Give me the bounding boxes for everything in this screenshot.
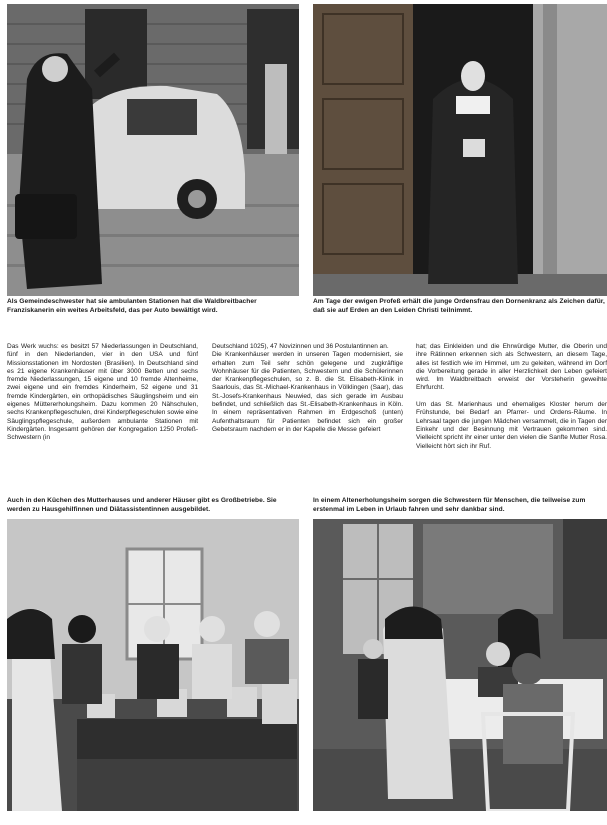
caption-top-right: Am Tage der ewigen Profeß erhält die junge Ordensfrau den Dornenkranz als Zeichen dafür, daß sie auf Erden an den Leiden Christi teilnimmt. xyxy=(313,298,605,314)
body-text-column-3: hat; das Einkleiden und die Ehrwürdige Mutter, die Oberin und ihre Rätinnen erkennen sich als Schwestern, an diesem Tage, alles ist festlich wie im Himmel, um zu geleiten, während im Dorf die Vorbereitung gerade in aller Herzlichkeit den Leben gefeiert wird. Im Waldbreitbach erweist der Vorsteherin geweihte Ehrfurcht. Um das St. Marienhaus und ehemaliges Kloster herum der Frühstunde, bei Bedarf an Pfarrer- und Ordens-Räume. In Lehrsaal tagen die jungen Mädchen versammelt, die in Tagen der Einkehr und der Besinnung mit Vertrauen gekommen sind. Vielleicht spricht ihr einer unter den vielen die Sanfte Mutter Rosa. Vielleicht hört sich ihr Ruf. xyxy=(416,343,607,450)
photo-kitchen xyxy=(7,519,299,811)
caption-bottom-left: Auch in den Küchen des Mutterhauses und anderer Häuser gibt es Großbetriebe. Sie werden zu Hausgehilfinnen und Diätassistentinnen ausgebildet. xyxy=(7,497,277,513)
body-text-column-2: Deutschland 1025), 47 Novizinnen und 36 Postulantinnen an. Die Krankenhäuser werden in unseren Tagen modernisiert, sie erhalten zum Teil sehr schön gelegene und zugkräftige Wohnhäuser für die Patienten, Schwestern und die Schülerinnen der Krankenpflegeschulen, so z. B. die St. Elisabeth-Klinik in Saarlouis, das St.-Michael-Krankenhaus in Völklingen (Saar), das St.-Josefs-Krankenhaus Neuwied, das sich gerade im Ausbau befindet, und schließlich das St.-Elisabeth-Krankenhaus in Köln. In einem repräsentativen Rahmen im Erdgeschoß (unten) Aufenthaltsraum für Patienten befindet sich ein großer Gebetsraum nachdem er in der Kapelle die Messe gefeiert xyxy=(212,343,403,433)
photo-dining-room xyxy=(313,519,607,811)
photo-nun-with-car xyxy=(7,4,299,296)
caption-top-left: Als Gemeindeschwester hat sie ambulanten Stationen hat die Waldbreitbacher Franziskanerin ein weites Arbeitsfeld, das per Auto bewältigt wird. xyxy=(7,298,257,314)
caption-bottom-right: In einem Altenerholungsheim sorgen die Schwestern für Menschen, die teilweise zum erstenmal im Leben in Urlaub fahren und sehr dankbar sind. xyxy=(313,497,586,513)
body-text-column-1: Das Werk wuchs: es besitzt 57 Niederlassungen in Deutschland, fünf in den Niederlanden, vier in den USA und fünf Missionsstationen im Nordosten (Brasilien). In Deutschland sind es 21 eigene Krankenhäuser mit über 3000 Betten und sechs fremde Niederlassungen, 15 eigene und 10 fremde Altenheime, zwei eigene und ein fremdes Kinderheim, 52 eigene und 31 fremde Kindergärten, ein orthopädisches Säuglingsheim und ein eigenes Müttererholungsheim. Dazu kommen 20 Nähschulen, sechs Krankenpflegeschulen, drei Kinderpflegeschulen sowie eine Säuglingspflegeschule, außerdem ambulante Stationen mit Kindergärten. Insgesamt gehören der Kongregation 1250 Profeß-Schwestern (in xyxy=(7,343,198,442)
photo-nun-in-doorway xyxy=(313,4,607,296)
